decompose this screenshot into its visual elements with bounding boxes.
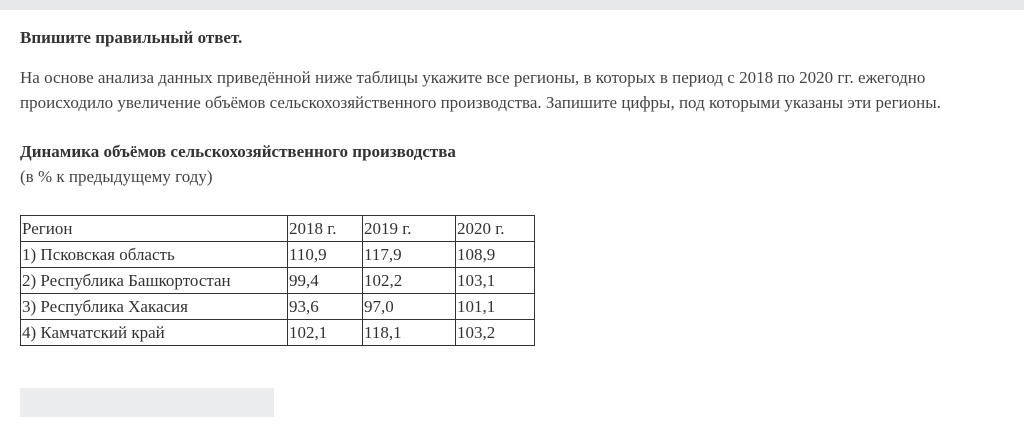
value-cell: 99,4	[288, 268, 363, 294]
value-cell: 101,1	[456, 294, 535, 320]
region-cell: 4) Камчатский край	[21, 320, 288, 346]
table-row	[21, 268, 535, 294]
answer-input[interactable]	[20, 388, 274, 417]
header-cell-region: Регион	[21, 216, 288, 242]
value-cell: 118,1	[363, 320, 456, 346]
instruction-heading: Впишите правильный ответ.	[20, 28, 243, 47]
value-cell: 97,0	[363, 294, 456, 320]
region-cell: 1) Псковская область	[21, 242, 288, 268]
question-line-1: На основе анализа данных приведённой ниже таблицы укажите все регионы, в которых в период с 2018 по 2020 гг. ежегодно	[20, 68, 926, 87]
table-subtitle: (в % к предыдущему году)	[20, 167, 213, 186]
header-cell-2019: 2019 г.	[363, 216, 456, 242]
header-cell-2018: 2018 г.	[288, 216, 363, 242]
region-cell: 2) Республика Башкортостан	[21, 268, 288, 294]
table-header-row	[21, 216, 535, 242]
top-bar	[0, 0, 1024, 10]
value-cell: 117,9	[363, 242, 456, 268]
value-cell: 103,2	[456, 320, 535, 346]
value-cell: 108,9	[456, 242, 535, 268]
value-cell: 110,9	[288, 242, 363, 268]
value-cell: 102,1	[288, 320, 363, 346]
data-table	[20, 215, 535, 346]
table-row	[21, 242, 535, 268]
table-title: Динамика объёмов сельскохозяйственного производства	[20, 142, 456, 161]
table-row	[21, 320, 535, 346]
value-cell: 93,6	[288, 294, 363, 320]
question-text	[20, 65, 1010, 115]
header-cell-2020: 2020 г.	[456, 216, 535, 242]
region-cell: 3) Республика Хакасия	[21, 294, 288, 320]
table-row	[21, 294, 535, 320]
value-cell: 102,2	[363, 268, 456, 294]
value-cell: 103,1	[456, 268, 535, 294]
question-line-2: происходило увеличение объёмов сельскохозяйственного производства. Запишите цифры, под которыми указаны эти регионы.	[20, 93, 941, 112]
